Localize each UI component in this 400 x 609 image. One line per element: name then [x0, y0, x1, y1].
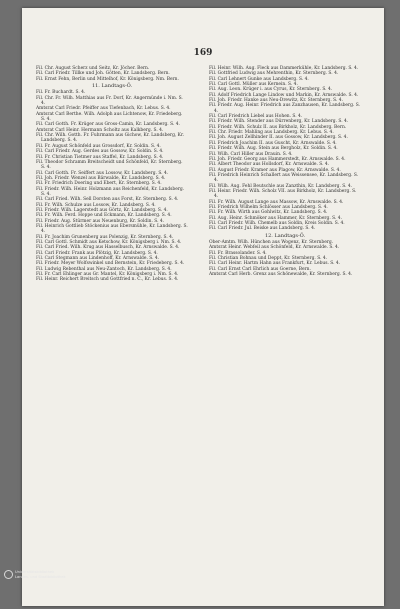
list-entry: Fil. Friedr. Aug. Heinr. Friedrich aus Zanzhausen, Kr. Landsberg. S. 4.: [209, 103, 360, 114]
left-column: [36, 66, 188, 283]
list-entry: Fil. Carl Gottl. Müller aus Kernein. S. 4.: [209, 82, 298, 88]
list-entry: Fil. Fr. Friedrich Doering und Ebert, Kr. Sternberg. S. 4.: [36, 181, 162, 187]
list-entry: Fil. Friedr. Wilh. Stender aus Dürrenberg, Kr. Landsberg. S. 4.: [209, 119, 349, 125]
list-entry: Fil. Fr. Christian Tietmer aus Staffel, Kr. Landsberg. S. 4.: [36, 154, 164, 160]
list-entry: Fil. Gottfried Ludwig aus Mehrenthin, Kr. Sternberg. S. 4.: [209, 71, 339, 77]
library-logo-icon: [4, 570, 13, 579]
stamp-line-2: Landes- und Stadtbibliothek: [15, 574, 66, 579]
library-stamp-text: [15, 570, 66, 578]
list-entry: Fil. Joh. August Zellhinder II. aus Gossow, Kr. Landsberg. S. 4.: [209, 135, 348, 141]
list-entry: Fil. August Friedr. Kramer aus Plagow, Kr. Arnswalde. S. 4.: [209, 167, 341, 173]
list-entry: Fil. Chr. August Scherz und Seitz, Kr. Jöcher. Bern.: [36, 66, 150, 71]
list-entry: Fil. Carl Gotth. Fr. Krüger aus Gross-Camin, Kr. Landsberg. S. 4.: [36, 122, 180, 128]
list-entry: Fil. Carl Gottl. Schmidt aus Ketschow, Kr. Königsberg i. Nm. S. 4.: [36, 240, 182, 245]
list-entry: Fil. Carl Friedr. Tillke und Joh. Götten, Kr. Landsberg. Bern.: [36, 71, 170, 77]
list-entry: Fil. Heinrich Gottlieb Stöckenius aus Ebersmühle, Kr. Landsberg. S. 4.: [36, 223, 188, 235]
right-column: [209, 66, 361, 277]
list-entry: Fil. Carl Stegmann aus Lindenhoff, Kr. Arnswalde. S. 4.: [36, 256, 160, 262]
list-entry: Fil. Wilh. Carl Hiller aus Drauin. S. 4.: [209, 151, 293, 157]
list-entry: Fil. Fr. Wilh. Schulze aus Lossow, Kr. Landsberg. S. 4.: [36, 202, 156, 208]
list-entry: Fil. Friedr. Aug. Stürmer aus Neuenburg, Kr. Soldin. S. 4.: [36, 218, 165, 224]
list-entry: Fil. Friedrich Wilhelm Schlösser aus Landsberg. S. 4.: [209, 204, 328, 210]
list-entry: Amtsrat Carl Herb. Grenz aus Schönewalde, Kr. Sternberg. S. 4.: [209, 272, 353, 278]
list-entry: Fil. Carl Lehnert Gunke aus Landsberg. S. 4.: [209, 76, 309, 82]
list-entry: Fil. Ernst Fehn, Berlin und Mittelhof, Kr. Königsberg. Nm. Bern.: [36, 76, 179, 82]
list-entry: Fil. Carl Friedr. Jul. Beiske aus Landsberg. S. 4.: [209, 226, 316, 232]
list-entry: Amtsrat Heinr. Webfeil aus Schönfeld, Kr. Arnswalde. S. 4.: [209, 245, 340, 251]
list-entry: Amtsrat Carl Heinr. Hermann Scholtz aus Kalkberg. S. 4.: [36, 127, 164, 133]
list-entry: Fil. Fr. Carl Ehlinger aus Gr. Mantel, Kr. Königsberg i. Nm. S. 4.: [36, 272, 179, 278]
document-page: [22, 8, 384, 606]
list-entry: Fil. Friedr. Meyer Wolfswinkel und Bernstein, Kr. Friedeberg. S. 4.: [36, 261, 185, 267]
list-entry: Fil. Heinr. Reichert Breitsch und Gottfried n. C., Kr. Lebus. S. 4.: [36, 277, 179, 283]
list-entry: Fil. Fr. Joachim Grunenberg aus Polenzig, Kr. Sternberg. S. 4.: [36, 234, 174, 240]
library-stamp: [4, 570, 66, 579]
list-entry: Fil. Carl Friedr. Wilh. Chemelb aus Soldin, Kreis Soldin. S. 4.: [209, 220, 345, 226]
list-entry: Fil. Chr. Wilh. Gotth. Fr. Fuhrmann aus Gichow, Kr. Landsberg, Kr. Landsberg. S. 4.: [36, 133, 184, 144]
list-entry: Fil. Friedr. Wilh. Lagerstedt aus Görtz, Kr. Landsberg. S. 4.: [36, 207, 168, 213]
list-entry: Ober-Amtm. Wilh. Hünchen aus Wogenz, Kr. Sternberg.: [209, 240, 334, 245]
list-entry: Fil. Friedrich Heinrich Schallert aus Weissensee, Kr. Landsberg. S. 4.: [209, 172, 359, 184]
list-entry: Fil. Fr. Wilh. Wirth aus Gohlwitz, Kr. Landsberg. S. 4.: [209, 210, 328, 216]
list-entry: Fil. Carl Fried. Wilh. Sell Dorsten aus Forst, Kr. Sternberg. S. 4.: [36, 197, 179, 203]
list-entry: Fil. Chr. Fr. Wilh. Matthias aus Fr. Dorf, Kr. Angermünde i. Nm. S. 4.: [36, 95, 183, 107]
list-entry: Amtsrat Carl Berthe. Wilh. Adolph aus Lichtenow, Kr. Friedeberg. S. 4.: [36, 111, 183, 123]
section-heading: 12. Landtags-Ö.: [264, 232, 306, 239]
list-entry: Fil. Theodor Schramm Breitscheidt und Schönfeld, Kr. Sternberg. S. 4.: [36, 159, 183, 171]
list-entry: Fil. Carl Friedrich Liebel aus Hohen. S. 4.: [209, 114, 303, 120]
list-entry: Fil. Fr. Buchardt. S. 4.: [36, 90, 86, 96]
list-entry: Fil. Fr. Wilh. August Lange aus Massow, Kr. Arnswalde. S. 4.: [209, 199, 344, 205]
list-entry: Fil. Fr. August Schönfeld aus Grossdorf, Kr. Soldin. S. 4.: [36, 143, 161, 149]
page-number: 169: [193, 48, 213, 58]
list-entry: Fil. Carl Ernst Carl Ehrlich aus Goerne, Bern.: [209, 266, 311, 272]
list-entry: Fil. Friedr. Wilh. Heinr. Holzmann aus Reichenfeld, Kr. Landsberg. S. 4.: [36, 186, 185, 197]
list-entry: Fil. Fr. Wilh. Ferd. Hoppe und Eckmann, Kr. Landsberg. S. 4.: [36, 213, 172, 219]
list-entry: Fil. Aug. Leon. Krüger i. aus Cyrus, Kr. Sternberg. S. 4.: [209, 87, 333, 93]
list-entry: Fil. Joh. Friedr. Georg aus Hammerstedt, Kr. Arnswalde. S. 4.: [209, 156, 346, 162]
list-entry: Fil. Heinr. Friedr. Wilh. Scholz VII. aus Birkholz, Kr. Landsberg. S. 4.: [209, 188, 357, 200]
list-entry: Fil. Friedrich Joachim II. aus Guscht, Kr. Arnswalde. S. 4.: [209, 140, 337, 146]
list-entry: Fil. Carl Friedr. Frank aus Plötzig, Kr. Landsberg. S. 4.: [36, 250, 158, 256]
list-entry: Fil. Joh. Friedr. Hanke aus Neu-Drewitz, Kr. Sternberg. S. 4.: [209, 98, 343, 104]
list-entry: Fil. Aug. Heinr. Schmöker aus Hammer, Kr. Sternberg. S. 4.: [209, 215, 342, 221]
list-entry: Fil. Adolf Friedrich Lange Lindow und Markin, Kr. Arnswalde. S. 4.: [209, 92, 359, 98]
list-entry: Fil. Christian Bohnau und Deppt, Kr. Sternberg. S. 4.: [209, 256, 328, 262]
list-entry: Fil. Friedr. Wilh. Schulz II. aus Birkholz, Kr. Landsberg. Bern.: [209, 124, 347, 130]
list-entry: Fil. Carl Gotth. Fr. Seiffert aus Lossow, Kr. Landsberg. S. 4.: [36, 170, 169, 176]
stamp-line-1: Universitätsbibliothek: [15, 570, 55, 575]
list-entry: Fil. Chr. Friedr. Mahling aus Landsberg. Kr. Lebus. S. 4.: [209, 130, 334, 136]
list-entry: Fil. Wilh. Aug. Fehl Beutschle aus Zanzthin, Kr. Landsberg. S. 4.: [209, 183, 353, 189]
list-entry: Fil. Carl Friedr. Aug. Gerdes aus Gossow, Kr. Soldin. S. 4.: [36, 149, 164, 155]
list-entry: Fil. Joh. Friedr. Wenzel aus Bärwalde, Kr. Landsberg. S. 4.: [36, 175, 166, 181]
list-entry: Fil. Fr. Brassolander. S. 4.: [209, 250, 267, 256]
list-entry: Fil. Heinr. Wilh. Aug. Fleck aus Dammerkühle, Kr. Landsberg. S. 4.: [209, 66, 359, 71]
list-entry: Amtsrat Carl Friedr. Pfeiffer aus Tiefenbach, Kr. Lebus. S. 4.: [36, 106, 171, 112]
list-entry: Fil. Carl Fried. Wilh. Krug aus Hasselbusch, Kr. Arnswalde. S. 4.: [36, 245, 180, 251]
list-entry: Fil. Albert Theodor aus Hollsdorf, Kr. Arnswalde. S. 4.: [209, 162, 330, 168]
section-heading: 11. Landtags-Ö.: [91, 83, 133, 90]
list-entry: Fil. Friedr. Wilh. Aug. Stein aus Bergholz, Kr. Soldin. S. 4.: [209, 146, 338, 152]
list-entry: Fil. Ludwig Rebenthal aus Neu-Zantoch, Kr. Landsberg. S. 4.: [36, 266, 172, 272]
list-entry: Fil. Carl Heinr. Hartm Hahn aus Frankfurt, Kr. Lebus. S. 4.: [209, 261, 341, 267]
